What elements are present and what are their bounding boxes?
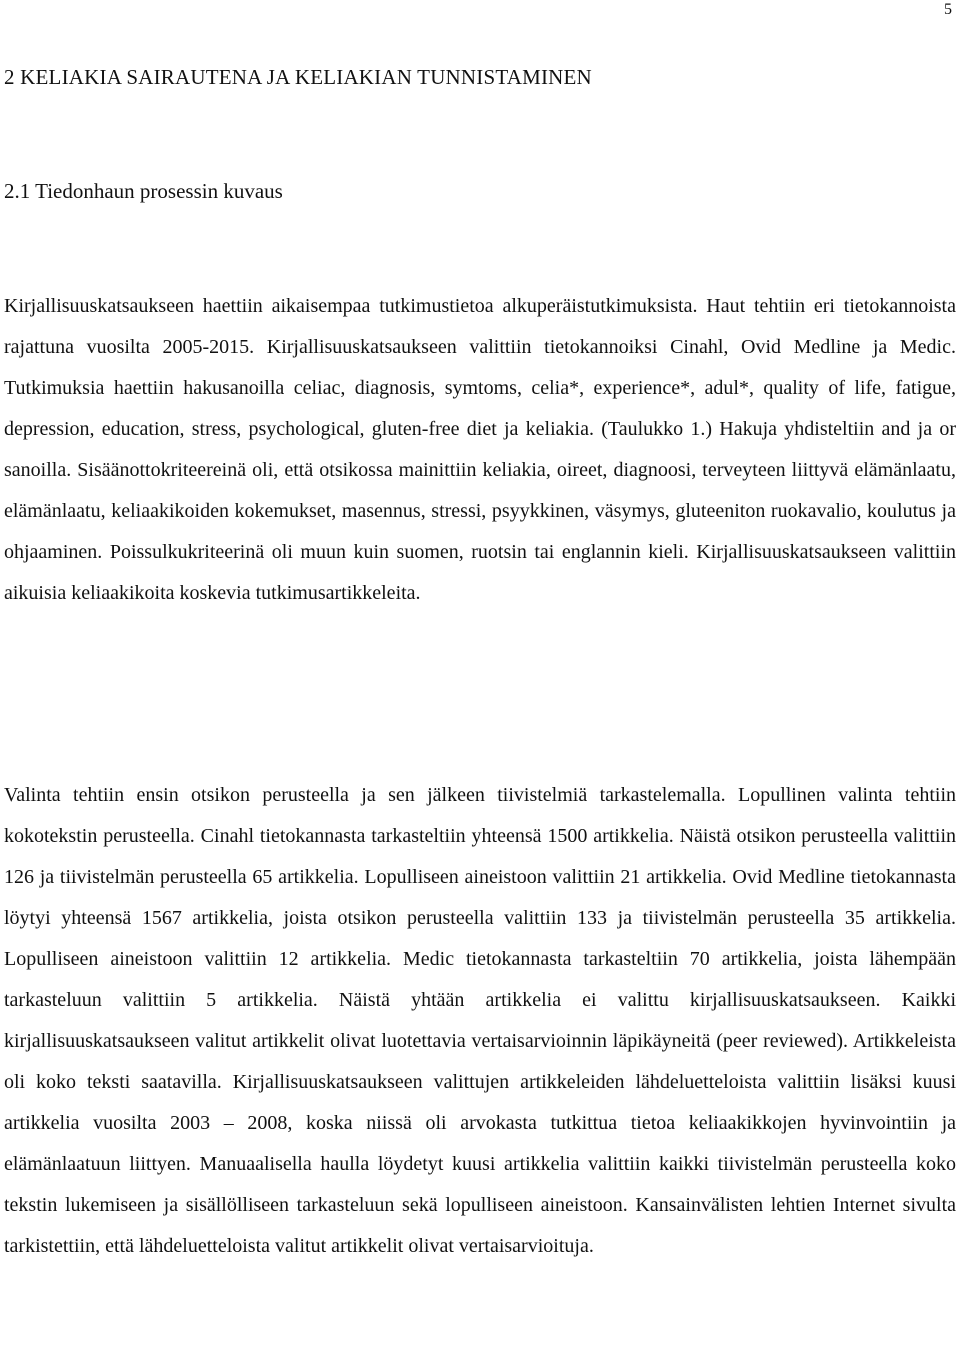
section-heading: 2 KELIAKIA SAIRAUTENA JA KELIAKIAN TUNNISTAMINEN: [4, 65, 592, 89]
subsection-heading: 2.1 Tiedonhaun prosessin kuvaus: [4, 179, 283, 203]
body-paragraph-selection: Valinta tehtiin ensin otsikon perusteella ja sen jälkeen tiivistelmiä tarkastelemalla. Lopullinen valinta tehtiin kokotekstin perusteella. Cinahl tietokannasta tarkasteltiin yhteensä 1500 artikkelia. Näistä otsikon perusteella valittiin 126 ja tiivistelmän perusteella 65 artikkelia. Lopulliseen aineistoon valittiin 21 artikkelia. Ovid Medline tietokannasta löytyi yhteensä 1567 artikkelia, joista otsikon perusteella valittiin 133 ja tiivistelmän perusteella 35 artikkelia. Lopulliseen aineistoon valittiin 12 artikkelia. Medic tietokannasta tarkasteltiin 70 artikkelia, joista lähempään tarkasteluun valittiin 5 artikkelia. Näistä yhtään artikkelia ei valittu kirjallisuuskatsaukseen. Kaikki kirjallisuuskatsaukseen valitut artikkelit olivat luotettavia vertaisarvioinnin läpikäyneitä (peer reviewed). Artikkeleista oli koko teksti saatavilla. Kirjallisuuskatsaukseen valittujen artikkeleiden lähdeluetteloista valittiin lisäksi kuusi artikkelia vuosilta 2003 – 2008, koska niissä oli arvokasta tutkittua tietoa keliaakikkojen hyvinvointiin ja elämänlaatuun liittyen. Manuaalisella haulla löydetyt kuusi artikkelia valittiin kaikki tiivistelmän perusteella koko tekstin lukemiseen ja sisällölliseen tarkasteluun sekä lopulliseen aineistoon. Kansainvälisten lehtien Internet sivulta tarkistettiin, että lähdeluetteloista valitut artikkelit olivat vertaisarvioituja.: [4, 784, 956, 1257]
body-paragraph-search-process: Kirjallisuuskatsaukseen haettiin aikaisempaa tutkimustietoa alkuperäistutkimuksista. Haut tehtiin eri tietokannoista rajattuna vuosilta 2005-2015. Kirjallisuuskatsaukseen valittiin tietokannoiksi Cinahl, Ovid Medline ja Medic. Tutkimuksia haettiin hakusanoilla celiac, diagnosis, symtoms, celia*, experience*, adul*, quality of life, fatigue, depression, education, stress, psychological, gluten-free diet ja keliakia. (Taulukko 1.) Hakuja yhdisteltiin and ja or sanoilla. Sisäänottokriteereinä oli, että otsikossa mainittiin keliakia, oireet, diagnoosi, terveyteen liittyvä elämänlaatu, elämänlaatu, keliaakikoiden kokemukset, masennus, stressi, psyykkinen, väsymys, gluteeniton ruokavalio, koulutus ja ohjaaminen. Poissulkukriteerinä oli muun kuin suomen, ruotsin tai englannin kieli. Kirjallisuuskatsaukseen valittiin aikuisia keliaakikoita koskevia tutkimusartikkeleita.: [4, 295, 956, 604]
page-number: 5: [944, 1, 952, 18]
